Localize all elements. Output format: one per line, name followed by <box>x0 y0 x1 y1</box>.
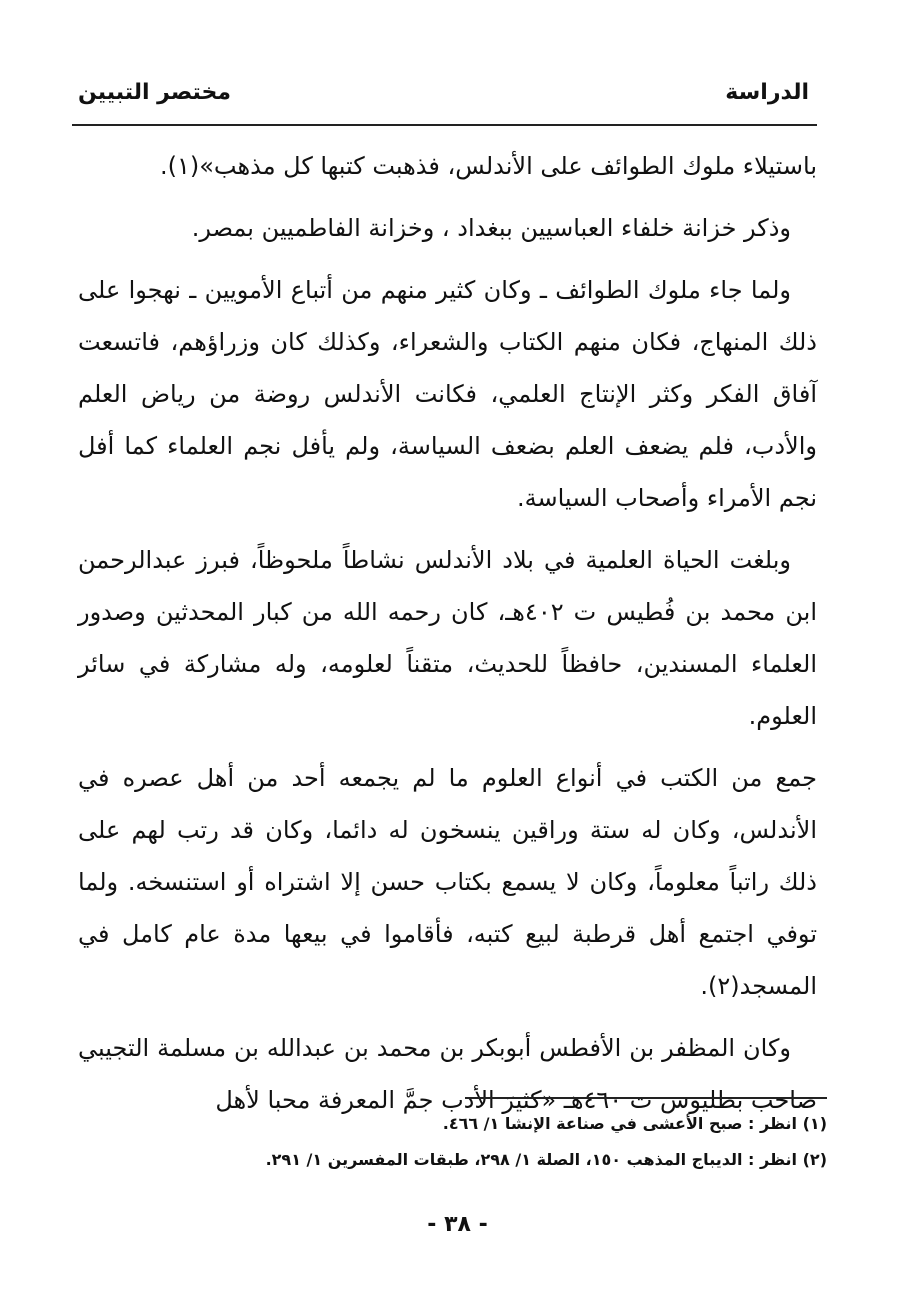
page-number: - ٣٨ - <box>427 1212 488 1237</box>
paragraph: وذكر خزانة خلفاء العباسيين ببغداد ، وخزانة الفاطميين بمصر. <box>191 214 791 242</box>
footnote-divider <box>465 1097 827 1099</box>
footnotes <box>78 1106 827 1178</box>
header-divider <box>72 124 817 126</box>
main-text <box>78 140 817 1136</box>
running-header <box>78 72 809 112</box>
paragraph: جمع من الكتب في أنواع العلوم ما لم يجمعه أحد من أهل عصره في الأندلس، وكان له ستة وراقين ينسخون له دائما، وكان قد رتب لهم على ذلك راتباً معلوماً، وكان لا يسمع بكتاب حسن إلا اشتراه أو استنسخه. ولما توفي اجتمع أهل قرطبة لبيع كتبه، فأقاموا في بيعها مدة عام كامل في المسجد(٢). <box>78 764 817 1000</box>
paragraph: باستيلاء ملوك الطوائف على الأندلس، فذهبت كتبها كل مذهب»(١). <box>159 152 817 180</box>
footnote: (١) انظر : صبح الأعشى في صناعة الإنشا ١/ ٤٦٦. <box>442 1114 827 1133</box>
paragraph: وكان المظفر بن الأفطس أبوبكر بن محمد بن عبدالله بن مسلمة التجيبي صاحب بطليوس ت ٤٦٠هـ «كثيرَ الأدب جمَّ المعرفة محبا لأهل <box>78 1034 817 1114</box>
book-title: مختصر التبيين <box>78 80 232 105</box>
chapter-title: الدراسة <box>725 80 809 105</box>
paragraph: ولما جاء ملوك الطوائف ـ وكان كثير منهم من أتباع الأمويين ـ نهجوا على ذلك المنهاج، فكان منهم الكتاب والشعراء، وكذلك كان وزراؤهم، فاتسعت آفاق الفكر وكثر الإنتاج العلمي، فكانت الأندلس روضة من رياض العلم والأدب، فلم يضعف العلم بضعف السياسة، ولم يأفل نجم العلماء كما أفل نجم الأمراء وأصحاب السياسة. <box>78 276 817 512</box>
paragraph: وبلغت الحياة العلمية في بلاد الأندلس نشاطاً ملحوظاً، فبرز عبدالرحمن ابن محمد بن فُطيس ت ٤٠٢هـ، كان رحمه الله من كبار المحدثين وصدور العلماء المسندين، حافظاً للحديث، متقناً لعلومه، وله مشاركة في سائر العلوم. <box>78 546 817 730</box>
footnote: (٢) انظر : الديباج المذهب ١٥٠، الصلة ١/ ٢٩٨، طبقات المفسرين ١/ ٢٩١. <box>265 1150 827 1169</box>
